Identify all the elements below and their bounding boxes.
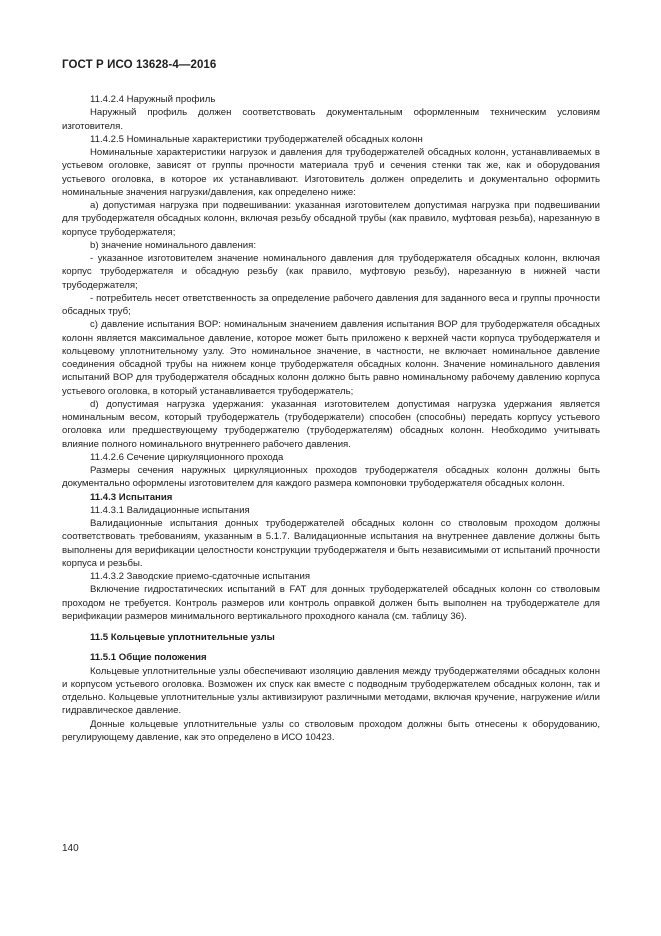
heading-11-4-3: 11.4.3 Испытания (90, 491, 173, 503)
heading-11-4-3-1: 11.4.3.1 Валидационные испытания (90, 504, 250, 516)
list-item-d: d) допустимая нагрузка удержания: указанная изготовителем допустимая нагрузка удержания является номинальным весом, который трубодержатель (трубодержатели) способен (способны) передать корпусу устьевого оголовка или предшествующему трубодержателю (трубодержателям) обсадных колонн. Необходимо учитывать влияние полного номинального внутреннего рабочего давления. (62, 398, 600, 450)
page-number: 140 (62, 843, 79, 854)
list-item-c: c) давление испытания BOP: номинальным значением давления испытания BOP для трубодержателя обсадных колонн является максимальное давление, которое может быть приложено к верхней части корпуса трубодержателя и кольцевому уплотнительному узлу. Это номинальное значение, в частности, не включает номинальное давление соединения обсадной трубы на нижнем конце трубодержателя обсадных колонн. Значение номинального давления испытаний BOP для трубодержателя обсадных колонн должно быть равно номинальному рабочему давлению корпуса устьевого оголовка, в который устанавливается трубодержатель; (62, 319, 600, 397)
heading-11-5-1: 11.5.1 Общие положения (90, 652, 207, 664)
paragraph: Включение гидростатических испытаний в FAT для донных трубодержателей обсадных колонн со стволовым проходом не требуется. Контроль размеров или контроль оправкой должен быть выполнен на трубодержателе для верификации размеров минимального вертикального проходного канала (см. таблицу 36). (62, 584, 600, 622)
list-item-b: b) значение номинального давления: (90, 239, 257, 251)
paragraph: Кольцевые уплотнительные узлы обеспечивают изоляцию давления между трубодержателями обсадных колонн и корпусом устьевого оголовка. Возможен их спуск как вместе с подводным трубодержателем обсадных колонн, так и отдельно. Кольцевые уплотнительные узлы активизируют различными методами, включая кручение, нагружение и/или гидравлическое давление. (62, 665, 600, 717)
paragraph: Наружный профиль должен соответствовать документальным оформленным техническим условиям изготовителя. (62, 107, 600, 132)
paragraph: Размеры сечения наружных циркуляционных проходов трубодержателя обсадных колонн должны быть документально оформлены изготовителем для каждого размера компоновки трубодержателя обсадных колонн. (62, 465, 600, 490)
page-header-standard-title: ГОСТ Р ИСО 13628-4—2016 (62, 59, 217, 71)
heading-11-4-2-4: 11.4.2.4 Наружный профиль (90, 94, 216, 105)
heading-11-4-2-5: 11.4.2.5 Номинальные характеристики трубодержателей обсадных колонн (90, 133, 423, 145)
list-subitem: - указанное изготовителем значение номинального давления для трубодержателя обсадных колонн, включая корпус трубодержателя и обсадную резьбу (как правило, муфтовую резьбу), нарезанную в нижней части трубодержателя; (62, 253, 600, 291)
paragraph: Валидационные испытания донных трубодержателей обсадных колонн со стволовым проходом должны соответствовать требованиям, указанным в 5.1.7. Валидационные испытания на внутреннее давление должны быть выполнены для верификации целостности конструкции трубодержателя и быть независимыми от испытаний прочности корпуса и резьбы. (62, 518, 600, 569)
list-subitem: - потребитель несет ответственность за определение рабочего давления для заданного веса и группы прочности обсадных труб; (62, 292, 600, 317)
heading-11-4-3-2: 11.4.3.2 Заводские приемо-сдаточные испытания (90, 571, 311, 582)
heading-11-4-2-6: 11.4.2.6 Сечение циркуляционного прохода (90, 451, 284, 463)
list-item-a: a) допустимая нагрузка при подвешивании: указанная изготовителем допустимая нагрузка при подвешивании для трубодержателя обсадных колонн, включая резьбу обсадной трубы (как правило, муфтовая резьба), нарезанную в корпусе трубодержателя; (62, 200, 600, 238)
paragraph: Номинальные характеристики нагрузок и давления для трубодержателей обсадных колонн, устанавливаемых в устьевом оголовке, зависят от группы прочности материала труб и сечения стенки так же, как и оборудования устьевого оголовка, в которое их устанавливают. Изготовитель должен определить и документально оформить номинальные значения нагрузки/давления, как определено ниже: (62, 147, 600, 198)
document-body (62, 93, 600, 744)
paragraph: Донные кольцевые уплотнительные узлы со стволовым проходом должны быть отнесены к оборудованию, регулирующему давление, как это определено в ИСО 10423. (62, 718, 600, 743)
heading-11-5: 11.5 Кольцевые уплотнительные узлы (90, 632, 275, 643)
